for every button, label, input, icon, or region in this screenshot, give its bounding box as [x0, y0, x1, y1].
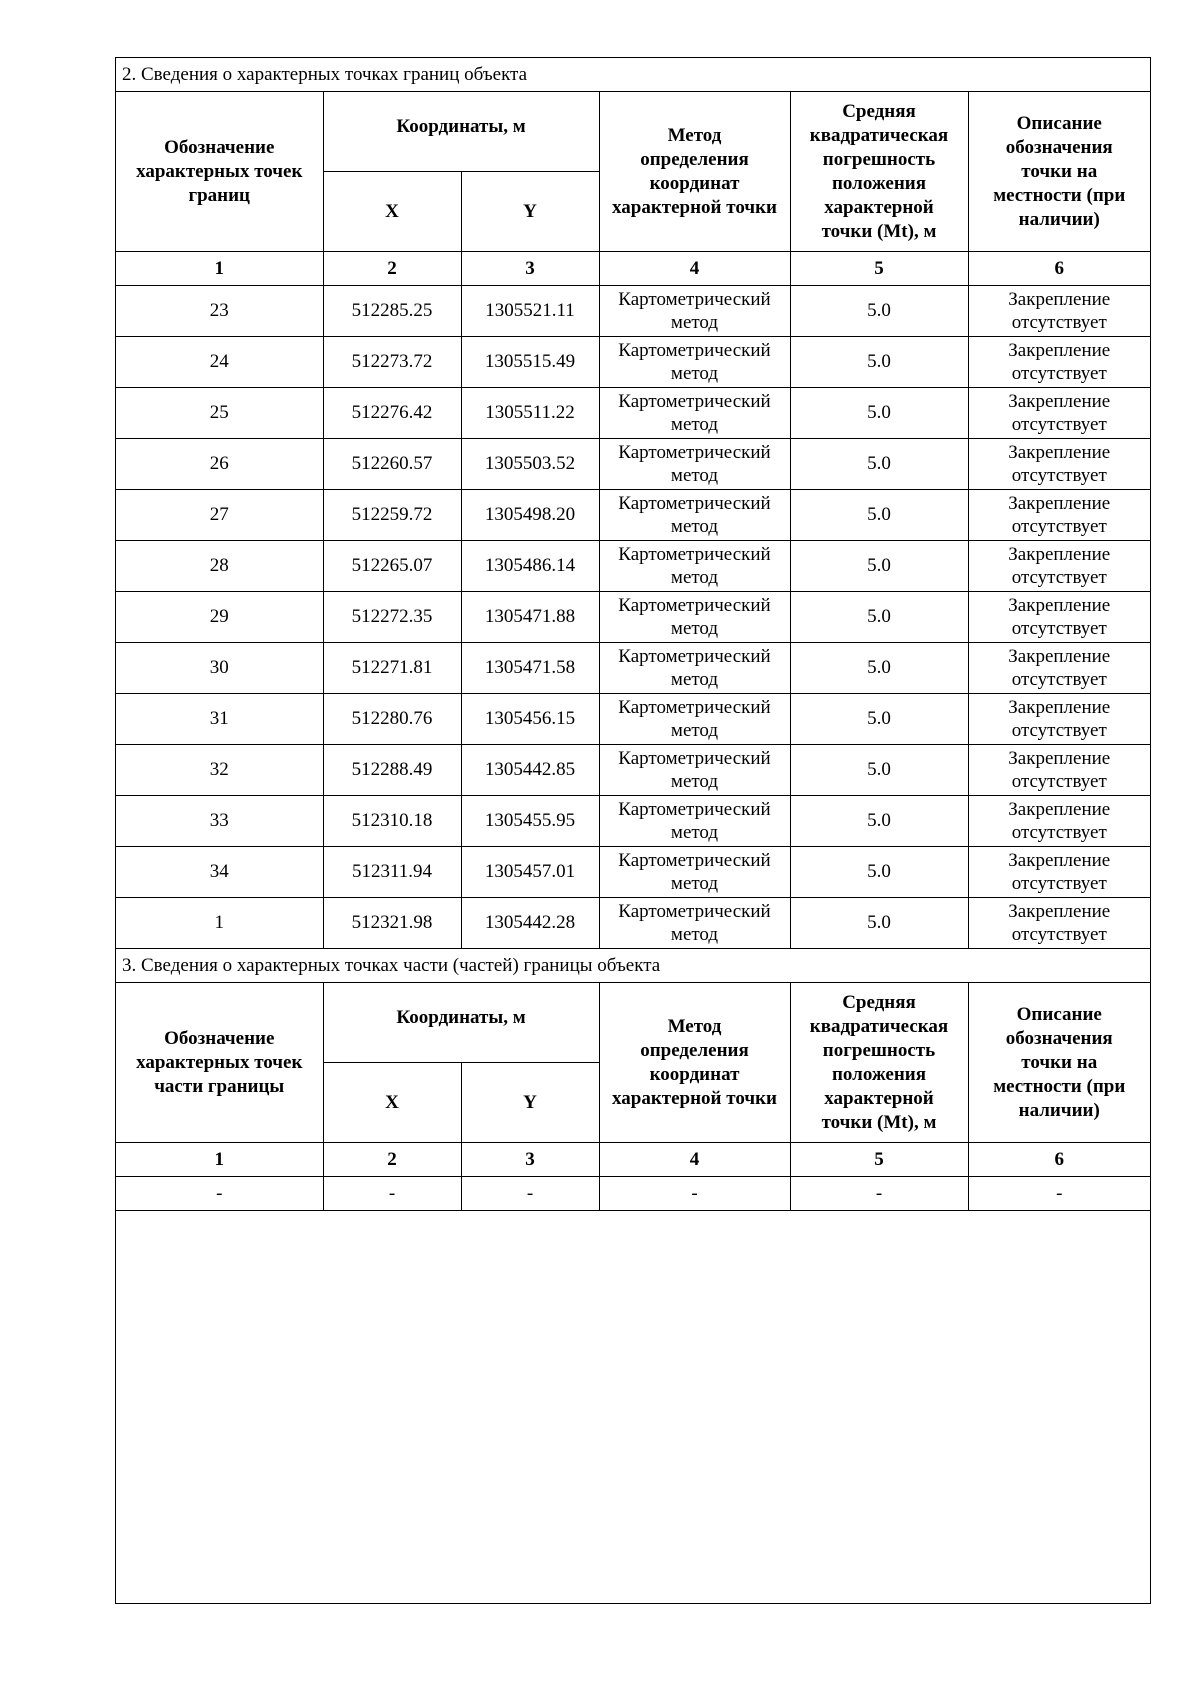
- description-cell: Закрепление отсутствует: [968, 388, 1150, 439]
- description-cell: Закрепление отсутствует: [968, 847, 1150, 898]
- column-number: 3: [461, 252, 599, 286]
- y-coordinate-cell: 1305515.49: [461, 337, 599, 388]
- column-number: 2: [323, 1143, 461, 1177]
- method-cell: Картометрический метод: [599, 694, 790, 745]
- table-row: [116, 388, 1150, 439]
- description-cell: Закрепление отсутствует: [968, 694, 1150, 745]
- x-coordinate-cell: 512321.98: [323, 898, 461, 949]
- column-number: 4: [599, 252, 790, 286]
- table-cell: -: [461, 1177, 599, 1211]
- table-row: [116, 745, 1150, 796]
- error-cell: 5.0: [790, 439, 968, 490]
- x-coordinate-cell: 512271.81: [323, 643, 461, 694]
- description-cell: Закрепление отсутствует: [968, 745, 1150, 796]
- description-cell: Закрепление отсутствует: [968, 337, 1150, 388]
- description-cell: Закрепление отсутствует: [968, 490, 1150, 541]
- table-row: [116, 694, 1150, 745]
- x-coordinate-cell: 512311.94: [323, 847, 461, 898]
- point-number-cell: 1: [116, 898, 323, 949]
- table-row: [116, 643, 1150, 694]
- point-number-cell: 34: [116, 847, 323, 898]
- method-cell: Картометрический метод: [599, 796, 790, 847]
- header-x: X: [323, 172, 461, 252]
- point-number-cell: 26: [116, 439, 323, 490]
- point-number-cell: 30: [116, 643, 323, 694]
- point-number-cell: 23: [116, 286, 323, 337]
- x-coordinate-cell: 512260.57: [323, 439, 461, 490]
- table-cell: -: [599, 1177, 790, 1211]
- table-row: [116, 439, 1150, 490]
- column-number: 5: [790, 1143, 968, 1177]
- method-cell: Картометрический метод: [599, 898, 790, 949]
- point-number-cell: 24: [116, 337, 323, 388]
- column-number: 5: [790, 252, 968, 286]
- x-coordinate-cell: 512288.49: [323, 745, 461, 796]
- table-row: [116, 541, 1150, 592]
- y-coordinate-cell: 1305456.15: [461, 694, 599, 745]
- boundary-points-table: [116, 58, 1150, 1211]
- method-cell: Картометрический метод: [599, 541, 790, 592]
- table-row: [116, 796, 1150, 847]
- point-number-cell: 27: [116, 490, 323, 541]
- x-coordinate-cell: 512276.42: [323, 388, 461, 439]
- error-cell: 5.0: [790, 796, 968, 847]
- table-row: [116, 898, 1150, 949]
- x-coordinate-cell: 512280.76: [323, 694, 461, 745]
- table-row: [116, 337, 1150, 388]
- y-coordinate-cell: 1305471.58: [461, 643, 599, 694]
- document-frame: [115, 57, 1151, 1604]
- table-cell: -: [968, 1177, 1150, 1211]
- error-cell: 5.0: [790, 745, 968, 796]
- header-method: Метод определения координат характерной точки: [599, 983, 790, 1143]
- x-coordinate-cell: 512310.18: [323, 796, 461, 847]
- x-coordinate-cell: 512285.25: [323, 286, 461, 337]
- table-row: [116, 847, 1150, 898]
- error-cell: 5.0: [790, 541, 968, 592]
- description-cell: Закрепление отсутствует: [968, 439, 1150, 490]
- header-coordinates: Координаты, м: [323, 983, 599, 1063]
- section-3-title: 3. Сведения о характерных точках части (частей) границы объекта: [116, 949, 1150, 983]
- y-coordinate-cell: 1305498.20: [461, 490, 599, 541]
- y-coordinate-cell: 1305442.28: [461, 898, 599, 949]
- x-coordinate-cell: 512259.72: [323, 490, 461, 541]
- x-coordinate-cell: 512273.72: [323, 337, 461, 388]
- header-y: Y: [461, 172, 599, 252]
- method-cell: Картометрический метод: [599, 439, 790, 490]
- y-coordinate-cell: 1305455.95: [461, 796, 599, 847]
- method-cell: Картометрический метод: [599, 490, 790, 541]
- column-number: 6: [968, 252, 1150, 286]
- header-coordinates: Координаты, м: [323, 92, 599, 172]
- y-coordinate-cell: 1305457.01: [461, 847, 599, 898]
- description-cell: Закрепление отсутствует: [968, 541, 1150, 592]
- table-row: [116, 286, 1150, 337]
- header-point-designation: Обозначение характерных точек части границы: [116, 983, 323, 1143]
- y-coordinate-cell: 1305486.14: [461, 541, 599, 592]
- description-cell: Закрепление отсутствует: [968, 796, 1150, 847]
- header-x: X: [323, 1063, 461, 1143]
- point-number-cell: 33: [116, 796, 323, 847]
- column-number: 2: [323, 252, 461, 286]
- description-cell: Закрепление отсутствует: [968, 643, 1150, 694]
- error-cell: 5.0: [790, 286, 968, 337]
- header-error: Средняя квадратическая погрешность положения характерной точки (Mt), м: [790, 983, 968, 1143]
- y-coordinate-cell: 1305471.88: [461, 592, 599, 643]
- header-description: Описание обозначения точки на местности (при наличии): [968, 92, 1150, 252]
- method-cell: Картометрический метод: [599, 286, 790, 337]
- error-cell: 5.0: [790, 337, 968, 388]
- point-number-cell: 28: [116, 541, 323, 592]
- column-number: 3: [461, 1143, 599, 1177]
- header-description: Описание обозначения точки на местности (при наличии): [968, 983, 1150, 1143]
- point-number-cell: 25: [116, 388, 323, 439]
- point-number-cell: 32: [116, 745, 323, 796]
- point-number-cell: 31: [116, 694, 323, 745]
- method-cell: Картометрический метод: [599, 847, 790, 898]
- table-cell: -: [116, 1177, 323, 1211]
- table-row: [116, 1177, 1150, 1211]
- method-cell: Картометрический метод: [599, 643, 790, 694]
- method-cell: Картометрический метод: [599, 337, 790, 388]
- description-cell: Закрепление отсутствует: [968, 898, 1150, 949]
- header-method: Метод определения координат характерной точки: [599, 92, 790, 252]
- column-number: 1: [116, 252, 323, 286]
- header-error: Средняя квадратическая погрешность положения характерной точки (Mt), м: [790, 92, 968, 252]
- description-cell: Закрепление отсутствует: [968, 592, 1150, 643]
- y-coordinate-cell: 1305503.52: [461, 439, 599, 490]
- section-2-title: 2. Сведения о характерных точках границ объекта: [116, 58, 1150, 92]
- x-coordinate-cell: 512272.35: [323, 592, 461, 643]
- header-point-designation: Обозначение характерных точек границ: [116, 92, 323, 252]
- error-cell: 5.0: [790, 490, 968, 541]
- table-row: [116, 592, 1150, 643]
- column-number: 4: [599, 1143, 790, 1177]
- error-cell: 5.0: [790, 388, 968, 439]
- error-cell: 5.0: [790, 898, 968, 949]
- section-2-rows: [116, 286, 1150, 949]
- point-number-cell: 29: [116, 592, 323, 643]
- method-cell: Картометрический метод: [599, 388, 790, 439]
- header-y: Y: [461, 1063, 599, 1143]
- table-cell: -: [323, 1177, 461, 1211]
- error-cell: 5.0: [790, 643, 968, 694]
- y-coordinate-cell: 1305442.85: [461, 745, 599, 796]
- method-cell: Картометрический метод: [599, 592, 790, 643]
- y-coordinate-cell: 1305511.22: [461, 388, 599, 439]
- column-number: 6: [968, 1143, 1150, 1177]
- table-cell: -: [790, 1177, 968, 1211]
- error-cell: 5.0: [790, 694, 968, 745]
- method-cell: Картометрический метод: [599, 745, 790, 796]
- error-cell: 5.0: [790, 847, 968, 898]
- y-coordinate-cell: 1305521.11: [461, 286, 599, 337]
- column-number: 1: [116, 1143, 323, 1177]
- error-cell: 5.0: [790, 592, 968, 643]
- x-coordinate-cell: 512265.07: [323, 541, 461, 592]
- description-cell: Закрепление отсутствует: [968, 286, 1150, 337]
- table-row: [116, 490, 1150, 541]
